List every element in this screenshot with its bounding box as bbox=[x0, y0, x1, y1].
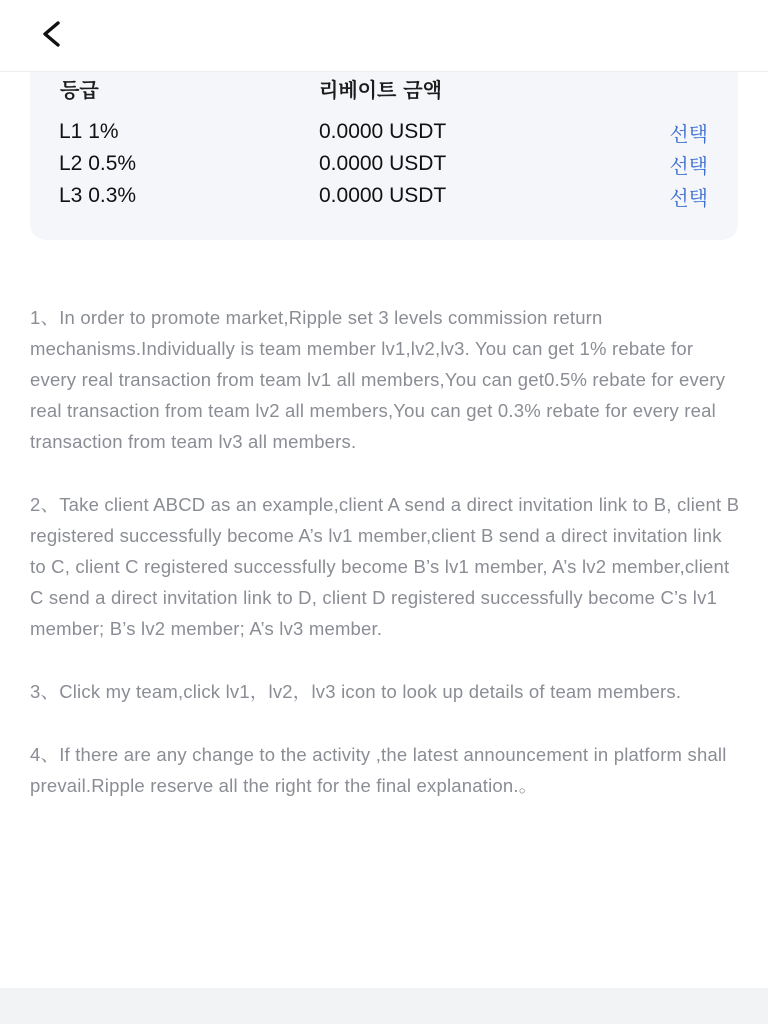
rebate-table bbox=[30, 60, 738, 240]
rebate-amount-cell: 0.0000 USDT bbox=[319, 120, 447, 143]
bottom-spacer bbox=[0, 988, 768, 1024]
select-button[interactable]: 선택 bbox=[669, 154, 708, 178]
back-button[interactable] bbox=[34, 14, 74, 54]
select-button[interactable]: 선택 bbox=[669, 122, 708, 146]
level-cell: L3 0.3% bbox=[59, 184, 137, 207]
level-column-header: 등급 bbox=[60, 78, 99, 102]
level-cell: L2 0.5% bbox=[59, 152, 137, 175]
rules-section bbox=[30, 302, 740, 833]
top-bar bbox=[0, 0, 768, 72]
rule-paragraph: 1、In order to promote market,Ripple set 3 levels commission return mechanisms.Individually is team member lv1,lv2,lv3. You can get 1% rebate for every real transaction from team lv1 all members,You can get0.5% rebate for every real transaction from team lv2 all members,You can get 0.3% rebate for every real transaction from team lv3 all members. bbox=[30, 307, 726, 452]
chevron-left-icon bbox=[34, 14, 74, 54]
table-row bbox=[30, 150, 738, 182]
select-button[interactable]: 선택 bbox=[669, 186, 708, 210]
rule-paragraph: 2、Take client ABCD as an example,client A send a direct invitation link to B, client B registered successfully become A’s lv1 member,client B send a direct invitation link to C, client C registered successfully become B’s lv1 member, A’s lv2 member,client C send a direct invitation link to D, client D registered successfully become C’s lv1 member; B’s lv2 member; A’s lv3 member. bbox=[30, 494, 740, 639]
table-row bbox=[30, 118, 738, 150]
table-row bbox=[30, 182, 738, 214]
rebate-amount-cell: 0.0000 USDT bbox=[319, 152, 447, 175]
rebate-amount-cell: 0.0000 USDT bbox=[319, 184, 447, 207]
rule-paragraph: 3、Click my team,click lv1，lv2，lv3 icon to look up details of team members. bbox=[30, 681, 682, 702]
level-cell: L1 1% bbox=[59, 120, 119, 143]
rule-paragraph: 4、If there are any change to the activity ,the latest announcement in platform shall prevail.Ripple reserve all the right for the final explanation.。 bbox=[30, 744, 727, 796]
amount-column-header: 리베이트 금액 bbox=[319, 78, 442, 102]
